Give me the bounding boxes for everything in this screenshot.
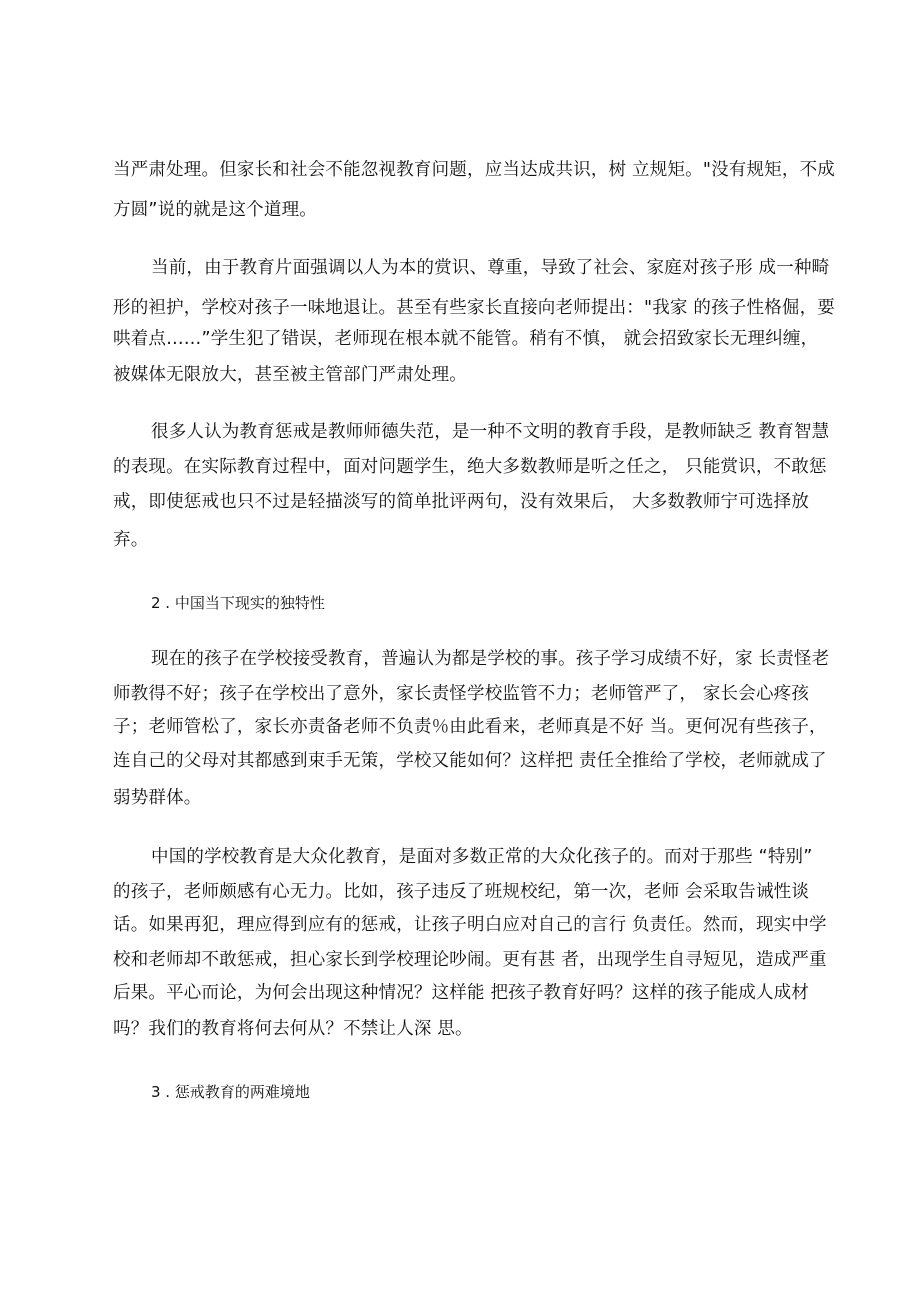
paragraph-4-line-3: 子；老师管松了，家长亦责备老师不负责％由此看来，老师真是不好 当。更何况有些孩子， [113, 717, 827, 737]
section-heading-3: 3 . 惩戒教育的两难境地 [151, 1083, 310, 1101]
paragraph-1-line-2: 方圆”说的就是这个道理。 [113, 200, 317, 220]
paragraph-3-line-4: 弃。 [113, 530, 149, 550]
paragraph-4-line-1: 现在的孩子在学校接受教育，普遍认为都是学校的事。孩子学习成绩不好，家 长责怪老 [151, 649, 830, 669]
paragraph-5-line-4: 校和老师却不敢惩戒，担心家长到学校理论吵闹。更有甚 者，出现学生自寻短见，造成严重 [113, 950, 827, 970]
paragraph-5-line-6: 吗？我们的教育将何去何从？不禁让人深 思。 [113, 1019, 473, 1039]
paragraph-5-line-5: 后果。平心而论，为何会出现这种情况？这样能 把孩子教育好吗？这样的孩子能成人成材 [113, 983, 810, 1003]
paragraph-5-line-1: 中国的学校教育是大众化教育，是面对多数正常的大众化孩子的。而对于那些 “特别” [151, 847, 813, 867]
paragraph-5-line-3: 话。如果再犯，理应得到应有的惩戒，让孩子明白应对自己的言行 负责任。然而，现实中学 [113, 915, 827, 935]
paragraph-3-line-3: 戒，即使惩戒也只不过是轻描淡写的简单批评两句，没有效果后， 大多数教师宁可选择放 [113, 492, 810, 512]
section-heading-2: 2 . 中国当下现实的独特性 [151, 594, 325, 612]
paragraph-2-line-1: 当前，由于教育片面强调以人为本的赏识、尊重，导致了社会、家庭对孩子形 成一种畸 [151, 258, 830, 278]
paragraph-4-line-4: 连自己的父母对其都感到束手无策，学校又能如何？这样把 责任全推给了学校，老师就成了 [113, 751, 827, 771]
paragraph-4-line-2: 师教得不好；孩子在学校出了意外，家长责怪学校监管不力；老师管严了， 家长会心疼孩 [113, 684, 810, 704]
paragraph-4-line-5: 弱势群体。 [113, 788, 202, 808]
paragraph-3-line-1: 很多人认为教育惩戒是教师师德失范，是一种不文明的教育手段，是教师缺乏 教育智慧 [151, 422, 830, 442]
paragraph-2-line-2: 形的袒护，学校对孩子一味地退让。甚至有些家长直接向老师提出："我家 的孩子性格倔，要 [113, 298, 836, 318]
paragraph-2-line-4: 被媒体无限放大，甚至被主管部门严肃处理。 [113, 365, 467, 385]
paragraph-1-line-1: 当严肃处理。但家长和社会不能忽视教育问题，应当达成共识，树 立规矩。"没有规矩，不成 [113, 160, 836, 180]
paragraph-5-line-2: 的孩子，老师颇感有心无力。比如，孩子违反了班规校纪，第一次，老师 会采取告诫性谈 [113, 882, 810, 902]
paragraph-2-line-3: 哄着点……”学生犯了错误，老师现在根本就不能管。稍有不慎， 就会招致家长无理纠缠， [113, 329, 819, 349]
paragraph-3-line-2: 的表现。在实际教育过程中，面对问题学生，绝大多数教师是听之任之， 只能赏识，不敢惩 [113, 457, 827, 477]
